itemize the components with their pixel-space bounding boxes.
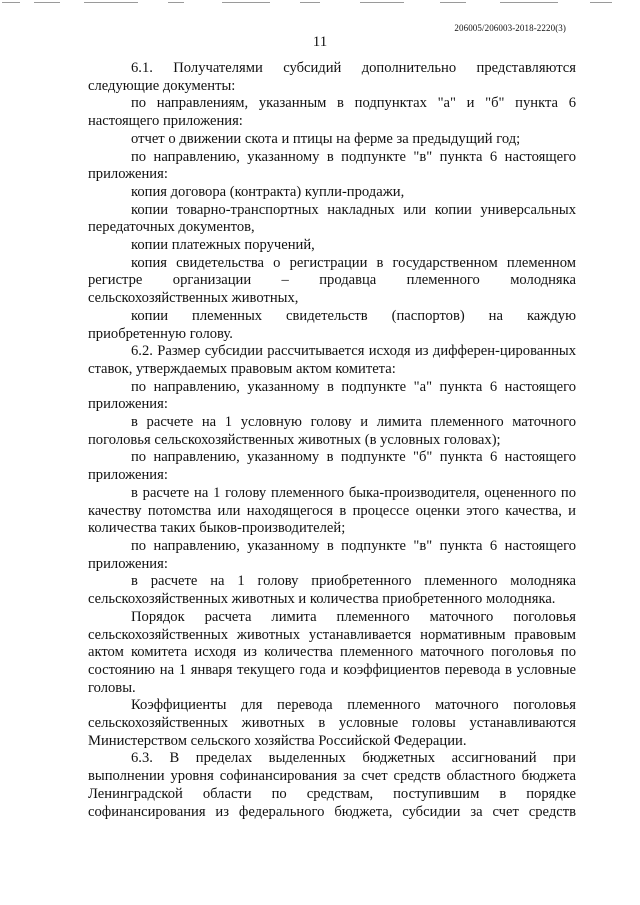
paragraph: копии товарно-транспортных накладных или копии универсальных передаточных документов, [88,201,576,236]
page-number: 11 [312,34,328,50]
paragraph: копии племенных свидетельств (паспортов) на каждую приобретенную голову. [88,307,576,342]
paragraph: в расчете на 1 голову племенного быка-производителя, оцененного по качеству потомства или находящегося в процессе оценки этого качества, и количества таких быков-производителей; [88,484,576,537]
document-code: 206005/206003-2018-2220(3) [454,23,566,33]
paragraph: по направлению, указанному в подпункте "а" пункта 6 настоящего приложения: [88,378,576,413]
paragraph: Коэффициенты для перевода племенного маточного поголовья сельскохозяйственных животных в условные головы устанавливаются Министерством сельского хозяйства Российской Федерации. [88,697,576,749]
paragraph: в расчете на 1 голову приобретенного племенного молодняка сельскохозяйственных животных и количества приобретенного молодняка. [88,573,576,608]
paragraph: Порядок расчета лимита племенного маточного поголовья сельскохозяйственных животных устанавливается нормативным правовым актом комитета исходя из количества племенного маточного поголовья по состоянию на 1 января текущего года и коэффициентов перевода в условные головы. [88,608,576,696]
paragraph-6-3: 6.3. В пределах выделенных бюджетных ассигнований при выполнении уровня софинансирования за счет средств областного бюджета Ленинградской области по средствам, поступившим в порядке софинансирования из федерального бюджета, субсидии за счет средств [88,750,576,820]
paragraph: по направлениям, указанным в подпунктах "а" и "б" пункта 6 настоящего приложения: [88,95,576,130]
paragraph: по направлению, указанному в подпункте "в" пункта 6 настоящего приложения: [88,148,576,183]
paragraph: по направлению, указанному в подпункте "в" пункта 6 настоящего приложения: [88,537,576,572]
document-body [88,60,576,821]
paragraph: отчет о движении скота и птицы на ферме за предыдущий год; [131,130,521,147]
paragraph-6-2: 6.2. Размер субсидии рассчитывается исходя из дифферен-цированных ставок, утверждаемых правовым актом комитета: [88,343,576,377]
paragraph: в расчете на 1 условную голову и лимита племенного маточного поголовья сельскохозяйственных животных (в условных головах); [88,414,576,448]
paragraph-6-1: 6.1. Получателями субсидий дополнительно представляются следующие документы: [88,60,576,94]
paragraph: копия договора (контракта) купли-продажи, [131,183,405,200]
paragraph: по направлению, указанному в подпункте "б" пункта 6 настоящего приложения: [88,449,576,484]
paragraph: копии платежных поручений, [131,237,315,254]
scan-top-edge [0,0,640,6]
paragraph: копия свидетельства о регистрации в государственном племенном регистре организации – продавца племенного молодняка сельскохозяйственных животных, [88,254,576,307]
